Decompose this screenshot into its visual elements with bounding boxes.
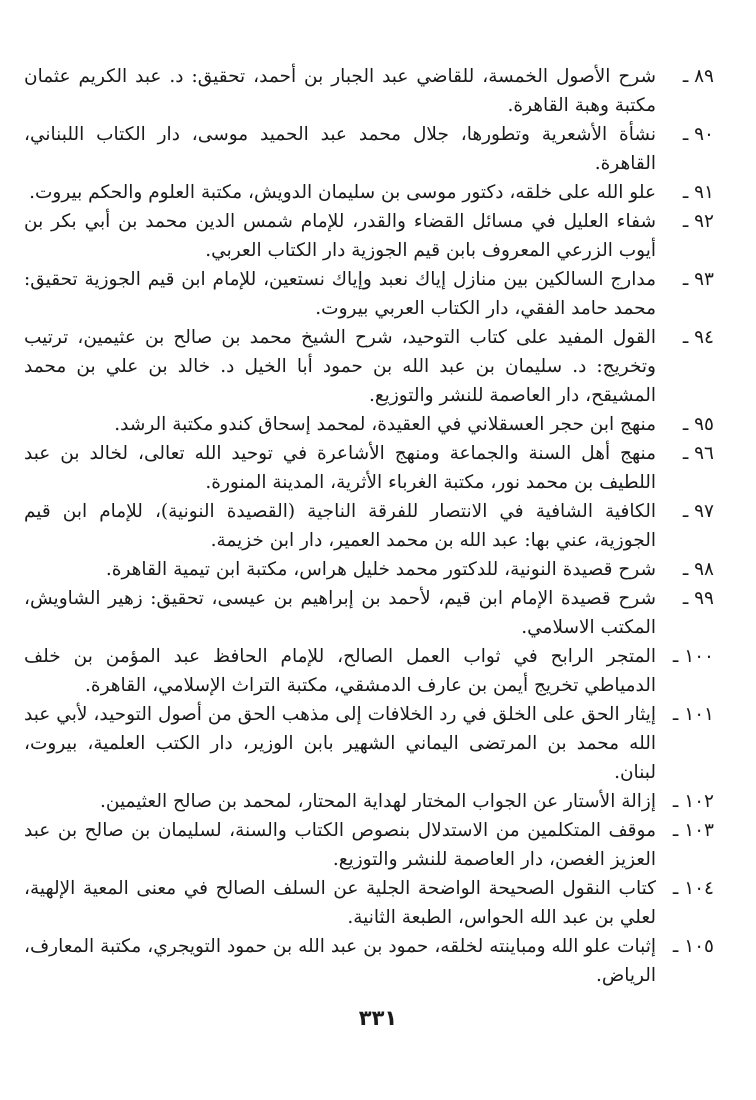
reference-text: إثبات علو الله ومباينته لخلقه، حمود بن عبد الله بن حمود التويجري، مكتبة المعارف، الرياض. bbox=[24, 936, 656, 986]
reference-text: موقف المتكلمين من الاستدلال بنصوص الكتاب والسنة، لسليمان بن صالح بن عبد العزيز الغصن، دار العاصمة للنشر والتوزيع. bbox=[24, 820, 656, 870]
reference-number: ٩٠ ـ bbox=[682, 124, 714, 145]
reference-text: شرح قصيدة الإمام ابن قيم، لأحمد بن إبراهيم بن عيسى، تحقيق: زهير الشاويش، المكتب الاسلامي. bbox=[24, 588, 656, 638]
reference-number: ٩٥ ـ bbox=[682, 414, 714, 435]
reference-text: المتجر الرابح في ثواب العمل الصالح، للإمام الحافظ عبد المؤمن بن خلف الدمياطي تخريج أيمن بن عارف الدمشقي، مكتبة التراث الإسلامي، القاهرة. bbox=[24, 646, 656, 696]
reference-number: ٨٩ ـ bbox=[682, 66, 714, 87]
reference-entry bbox=[24, 207, 714, 265]
reference-text: إزالة الأستار عن الجواب المختار لهداية المحتار، لمحمد بن صالح العثيمين. bbox=[99, 791, 656, 812]
reference-number: ٩٨ ـ bbox=[682, 559, 714, 580]
reference-entry bbox=[24, 874, 714, 932]
reference-entry bbox=[24, 497, 714, 555]
reference-text: شرح قصيدة النونية، للدكتور محمد خليل هراس، مكتبة ابن تيمية القاهرة. bbox=[105, 559, 656, 580]
reference-text: منهج أهل السنة والجماعة ومنهج الأشاعرة في توحيد الله تعالى، لخالد بن عبد اللطيف بن محمد نور، مكتبة الغرباء الأثرية، المدينة المنورة. bbox=[24, 443, 656, 493]
reference-entry bbox=[24, 555, 714, 584]
reference-entry bbox=[24, 178, 714, 207]
reference-number: ١٠٣ ـ bbox=[672, 820, 714, 841]
reference-entry bbox=[24, 439, 714, 497]
bibliography-page bbox=[24, 62, 714, 990]
reference-number: ٩٦ ـ bbox=[682, 443, 714, 464]
reference-entry bbox=[24, 62, 714, 120]
reference-text: نشأة الأشعرية وتطورها، جلال محمد عبد الحميد موسى، دار الكتاب اللبناني، القاهرة. bbox=[24, 124, 656, 174]
reference-number: ٩٢ ـ bbox=[682, 211, 714, 232]
reference-number: ٩٧ ـ bbox=[682, 501, 714, 522]
reference-text: الكافية الشافية في الانتصار للفرقة الناجية (القصيدة النونية)، للإمام ابن قيم الجوزية، عني بها: عبد الله بن محمد العمير، دار ابن خزيمة. bbox=[24, 501, 656, 551]
reference-entry bbox=[24, 932, 714, 990]
reference-entry bbox=[24, 265, 714, 323]
reference-number: ١٠٠ ـ bbox=[672, 646, 714, 667]
reference-entry bbox=[24, 323, 714, 410]
reference-text: إيثار الحق على الخلق في رد الخلافات إلى مذهب الحق من أصول التوحيد، لأبي عبد الله محمد بن المرتضى اليماني الشهير بابن الوزير، دار الكتب العلمية، بيروت، لبنان. bbox=[24, 704, 656, 783]
reference-text: شرح الأصول الخمسة، للقاضي عبد الجبار بن أحمد، تحقيق: د. عبد الكريم عثمان مكتبة وهبة القاهرة. bbox=[24, 66, 656, 116]
reference-number: ٩١ ـ bbox=[682, 182, 714, 203]
reference-number: ٩٩ ـ bbox=[682, 588, 714, 609]
reference-entry bbox=[24, 816, 714, 874]
reference-number: ١٠٥ ـ bbox=[672, 936, 714, 957]
reference-entry bbox=[24, 584, 714, 642]
reference-number: ١٠٤ ـ bbox=[672, 878, 714, 899]
reference-text: شفاء العليل في مسائل القضاء والقدر، للإمام شمس الدين محمد بن أبي بكر بن أيوب الزرعي المعروف بابن قيم الجوزية دار الكتاب العربي. bbox=[24, 211, 656, 261]
reference-text: مدارج السالكين بين منازل إياك نعبد وإياك نستعين، للإمام ابن قيم الجوزية تحقيق: محمد حامد الفقي، دار الكتاب العربي بيروت. bbox=[24, 269, 656, 319]
reference-entry bbox=[24, 410, 714, 439]
reference-number: ٩٤ ـ bbox=[682, 327, 714, 348]
reference-text: كتاب النقول الصحيحة الواضحة الجلية عن السلف الصالح في معنى المعية الإلهية، لعلي بن عبد الله الحواس، الطبعة الثانية. bbox=[24, 878, 656, 928]
reference-number: ١٠٢ ـ bbox=[672, 791, 714, 812]
reference-entry bbox=[24, 787, 714, 816]
reference-entry bbox=[24, 700, 714, 787]
page-number: ٣٣١ bbox=[358, 1006, 398, 1030]
reference-text: منهج ابن حجر العسقلاني في العقيدة، لمحمد إسحاق كندو مكتبة الرشد. bbox=[114, 414, 656, 435]
reference-number: ١٠١ ـ bbox=[672, 704, 714, 725]
reference-text: القول المفيد على كتاب التوحيد، شرح الشيخ محمد بن صالح بن عثيمين، ترتيب وتخريج: د. سليمان بن عبد الله بن حمود أبا الخيل د. خالد بن علي بن محمد المشيقح، دار العاصمة للنشر والتوزيع. bbox=[24, 327, 656, 406]
reference-text: علو الله على خلقه، دكتور موسى بن سليمان الدويش، مكتبة العلوم والحكم بيروت. bbox=[29, 182, 656, 203]
reference-entry bbox=[24, 642, 714, 700]
reference-entry bbox=[24, 120, 714, 178]
reference-number: ٩٣ ـ bbox=[682, 269, 714, 290]
